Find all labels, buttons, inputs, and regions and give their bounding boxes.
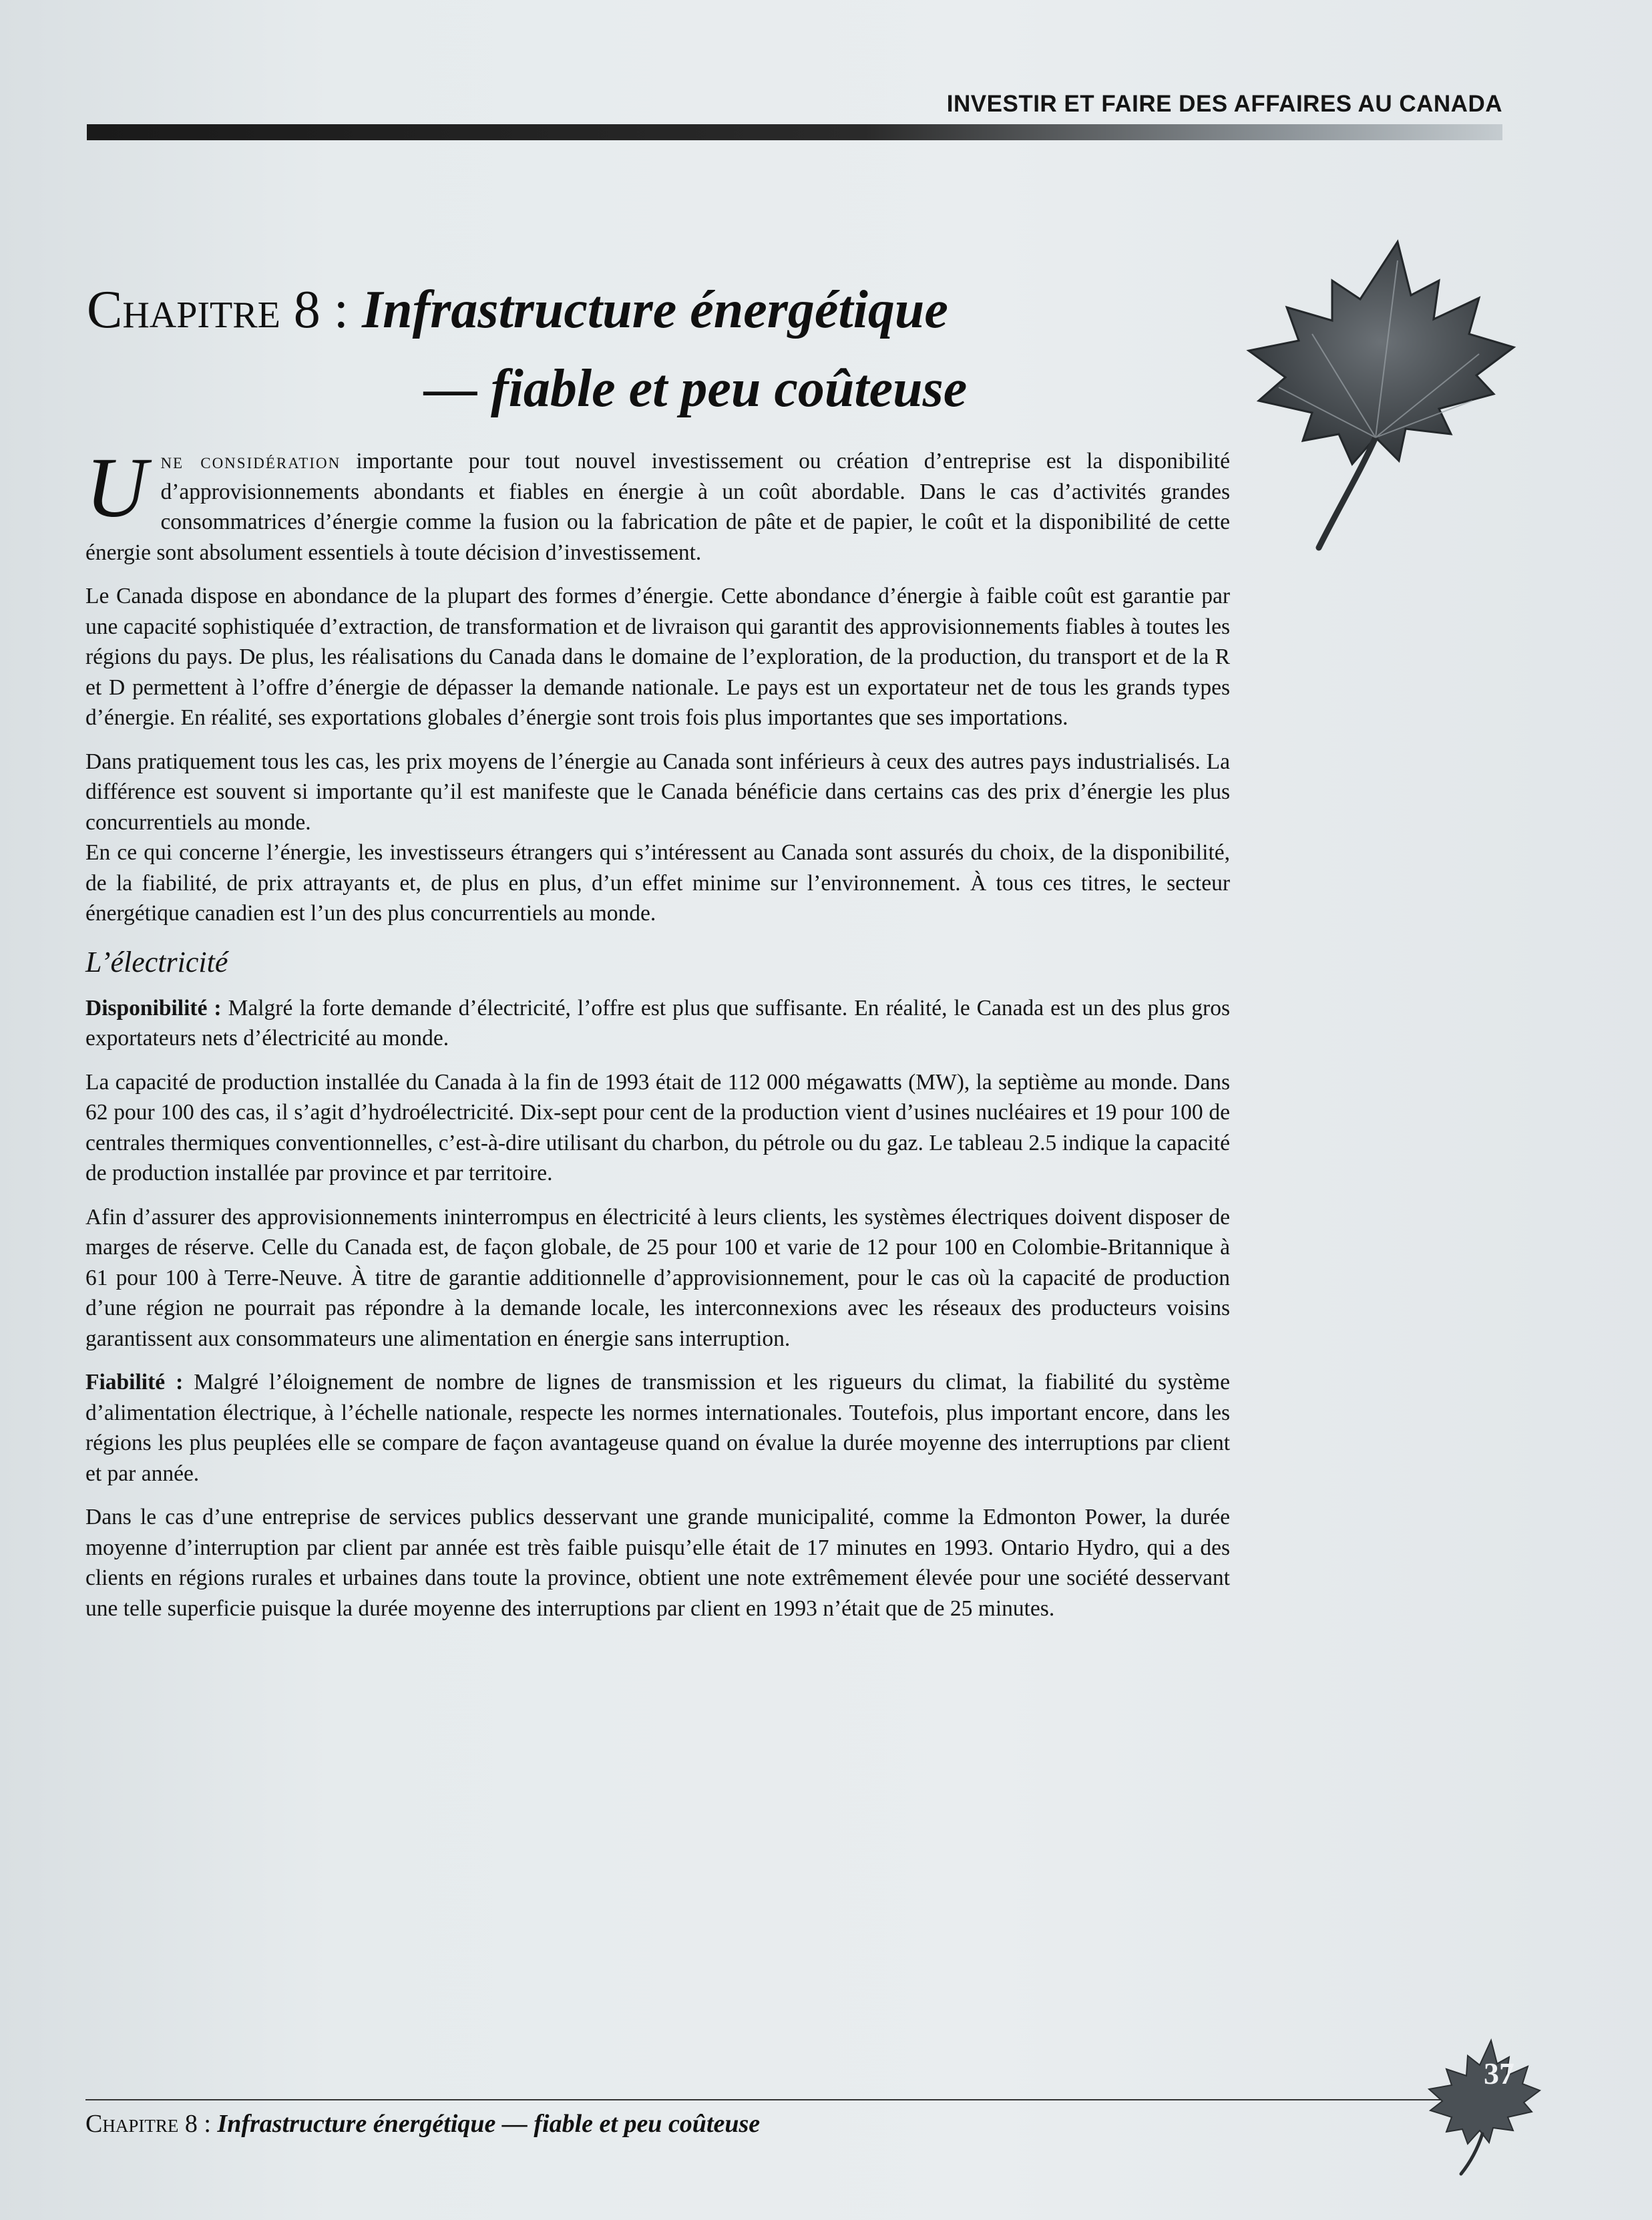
footer-chapter-title: Infrastructure énergétique — fiable et peu coûteuse	[217, 2110, 761, 2138]
running-footer	[85, 2109, 760, 2139]
footer-chapter-label: Chapitre 8 :	[85, 2110, 211, 2138]
paragraph-prices: Dans pratiquement tous les cas, les prix moyens de l’énergie au Canada sont inférieurs à ceux des autres pays industrialisés. La différence est souvent si importante qu’il est manifeste que le Canada bénéficie dans certains cas des prix d’énergie les plus concurrentiels au monde.	[85, 749, 1230, 835]
paragraph-capacity: La capacité de production installée du Canada à la fin de 1993 était de 112 000 mégawatts (MW), la septième au monde. Dans 62 pour 100 des cas, il s’agit d’hydroélectricité. Dix-sept pour cent de la production vient d’usines nucléaires et 19 pour 100 de centrales thermiques conventionnelles, c’est-à-dire utilisant du charbon, du pétrole ou du gaz. Le tableau 2.5 indique la capacité de production installée par province et par territoire.	[85, 1069, 1230, 1185]
drop-cap: U	[85, 440, 148, 535]
chapter-title	[87, 270, 1275, 428]
page-number: 37	[1484, 2056, 1514, 2090]
paragraph-availability	[85, 993, 1230, 1054]
intro-paragraph	[85, 440, 1230, 568]
availability-text: Malgré la forte demande d’électricité, l’offre est plus que suffisante. En réalité, le Canada est un des plus gros exportateurs nets d’électricité au monde.	[85, 995, 1230, 1051]
reliability-text: Malgré l’éloignement de nombre de lignes de transmission et les rigueurs du climat, la fiabilité du système d’alimentation électrique, à l’échelle nationale, respecte les normes internationales. Toutefois, plus important encore, dans les régions les plus peuplées elle se compare de façon avantageuse quand on évalue la durée moyenne des interruptions par client et par année.	[85, 1370, 1230, 1486]
paragraph-reliability	[85, 1367, 1230, 1489]
paragraph-edmonton: Dans le cas d’une entreprise de services publics desservant une grande municipalité, comme la Edmonton Power, la durée moyenne d’interruption par client par année est très faible puisqu’elle était de 17 minutes en 1993. Ontario Hydro, qui a des clients en régions rurales et urbaines dans toute la province, obtient une note extrêmement élevée pour une société desservant une telle superficie puisque la durée moyenne des interruptions par client en 1993 n’était que de 25 minutes.	[85, 1505, 1230, 1621]
paragraph-abundance: Le Canada dispose en abondance de la plupart des formes d’énergie. Cette abondance d’énergie à faible coût est garantie par une capacité sophistiquée d’extraction, de transformation et de livraison qui garantit des approvisionnements fiables à toutes les régions du pays. De plus, les réalisations du Canada dans le domaine de l’exploration, de la production, du transport et de la R et D permettent à l’offre d’énergie de dépasser la demande nationale. Le pays est un exportateur net de tous les grands types d’énergie. En réalité, ses exportations globales d’énergie sont trois fois plus importantes que ses importations.	[85, 584, 1230, 730]
intro-text: importante pour tout nouvel investissement ou création d’entreprise est la disponibilité d’approvisionnements abondants et fiables en énergie à un coût abordable. Dans le cas d’activités grandes consommatrices d’énergie comme la fusion ou la fabrication de pâte et de papier, le coût et la disponibilité de cette énergie sont absolument essentiels à toute décision d’investissement.	[85, 449, 1230, 565]
availability-label: Disponibilité :	[85, 995, 222, 1021]
maple-leaf-icon	[1239, 234, 1519, 561]
intro-smallcaps: ne considération	[160, 449, 341, 474]
article-body	[85, 440, 1230, 1637]
chapter-label: Chapitre 8 :	[87, 281, 349, 339]
section-heading: L’électricité	[85, 945, 228, 978]
paragraph-reserve: Afin d’assurer des approvisionnements ininterrompus en électricité à leurs clients, les systèmes électriques doivent disposer de marges de réserve. Celle du Canada est, de façon globale, de 25 pour 100 et varie de 12 pour 100 en Colombie-Britannique à 61 pour 100 à Terre-Neuve. À titre de garantie additionnelle d’approvisionnement, pour le cas où la capacité de production d’une région ne pourrait pas répondre à la demande locale, les interconnexions avec les réseaux des producteurs voisins garantissent aux consommateurs une alimentation en énergie sans interruption.	[85, 1204, 1230, 1351]
header-rule	[87, 124, 1502, 140]
chapter-title-line2: — fiable et peu coûteuse	[424, 359, 968, 418]
chapter-title-line1: Infrastructure énergétique	[362, 281, 948, 339]
footer-rule	[85, 2099, 1474, 2100]
paragraph-investors: En ce qui concerne l’énergie, les investisseurs étrangers qui s’intéressent au Canada sont assurés du choix, de la disponibilité, de la fiabilité, de prix attrayants et, de plus en plus, d’un effet minime sur l’environnement. À tous ces titres, le secteur énergétique canadien est l’un des plus concurrentiels au monde.	[85, 840, 1230, 926]
reliability-label: Fiabilité :	[85, 1370, 184, 1395]
running-header: INVESTIR ET FAIRE DES AFFAIRES AU CANADA	[946, 91, 1502, 117]
